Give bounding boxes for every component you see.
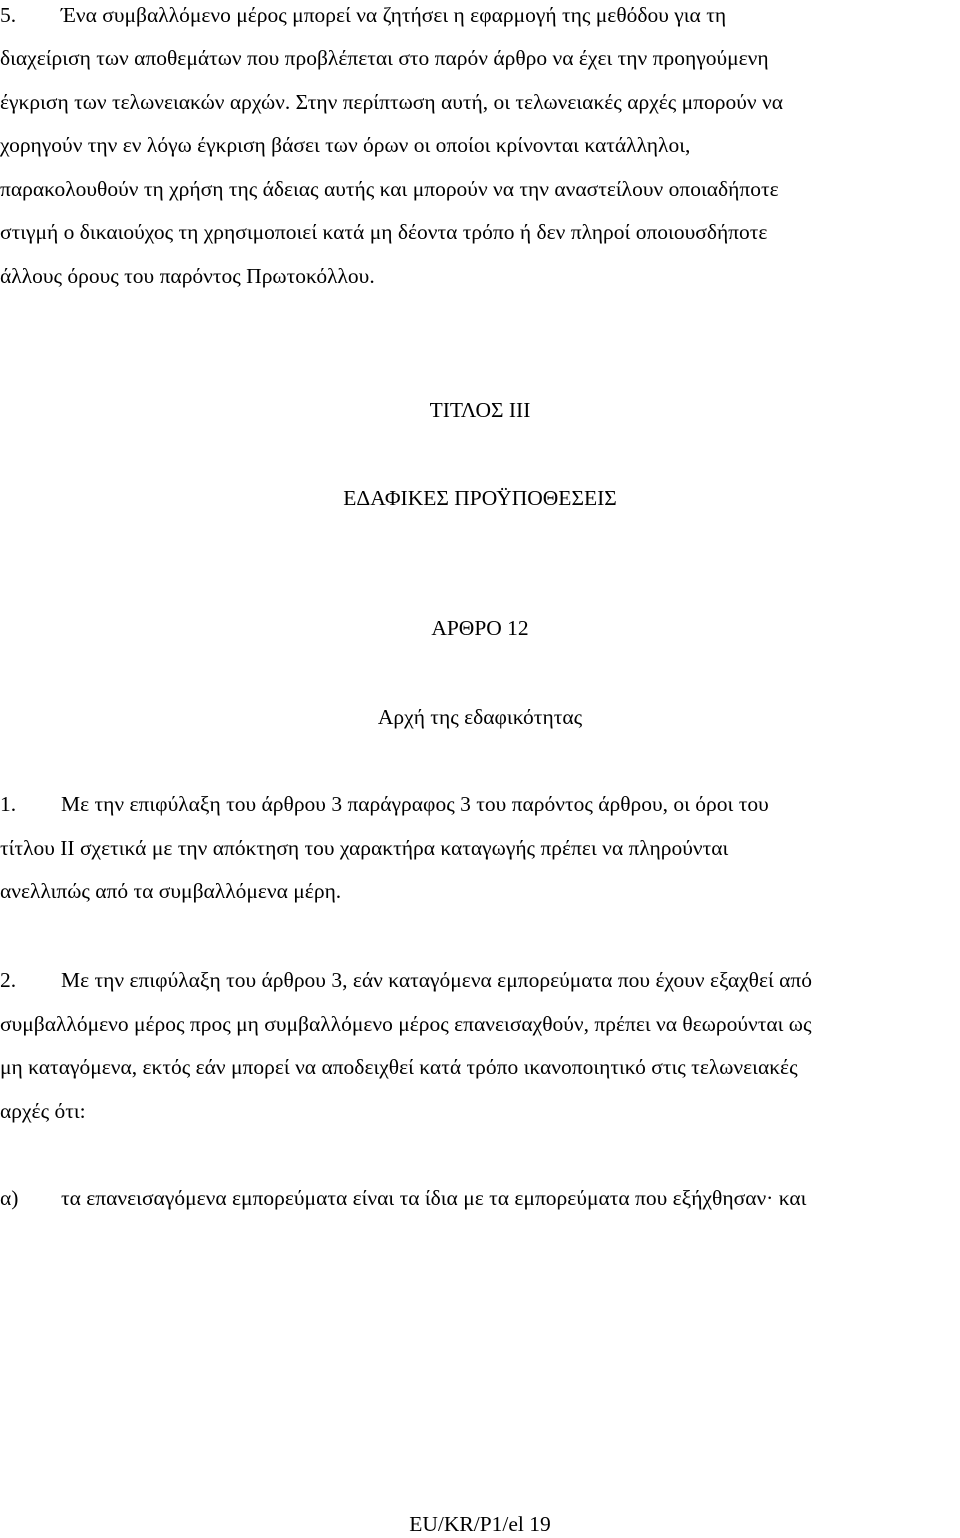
paragraph-line: τίτλου ΙΙ σχετικά με την απόκτηση του χαρακτήρα καταγωγής πρέπει να πληρούνται bbox=[0, 836, 729, 860]
paragraph-line: Ένα συμβαλλόμενο μέρος μπορεί να ζητήσει η εφαρμογή της μεθόδου για τη bbox=[61, 3, 727, 27]
title-heading: ΕΔΑΦΙΚΕΣ ΠΡΟΫΠΟΘΕΣΕΙΣ bbox=[343, 486, 617, 510]
paragraph-line: διαχείριση των αποθεμάτων που προβλέπεται στο παρόν άρθρο να έχει την προηγούμενη bbox=[0, 46, 769, 70]
paragraph-number: 5. bbox=[0, 3, 17, 27]
paragraph-line: χορηγούν την εν λόγω έγκριση βάσει των όρων οι οποίοι κρίνονται κατάλληλοι, bbox=[0, 133, 691, 157]
article-number: ΑΡΘΡΟ 12 bbox=[431, 616, 529, 640]
paragraph-line: παρακολουθούν τη χρήση της άδειας αυτής και μπορούν να την αναστείλουν οποιαδήποτε bbox=[0, 177, 779, 201]
paragraph-line: Με την επιφύλαξη του άρθρου 3 παράγραφος 3 του παρόντος άρθρου, οι όροι του bbox=[61, 792, 769, 816]
paragraph-line: αρχές ότι: bbox=[0, 1099, 86, 1123]
paragraph-line: ανελλιπώς από τα συμβαλλόμενα μέρη. bbox=[0, 879, 342, 903]
list-item-text: τα επανεισαγόμενα εμπορεύματα είναι τα ίδια με τα εμπορεύματα που εξήχθησαν· και bbox=[61, 1186, 807, 1210]
paragraph-line: μη καταγόμενα, εκτός εάν μπορεί να αποδειχθεί κατά τρόπο ικανοποιητικό στις τελωνειακές bbox=[0, 1055, 798, 1079]
title-number: ΤΙΤΛΟΣ ΙΙΙ bbox=[429, 398, 531, 422]
paragraph-line: στιγμή ο δικαιούχος τη χρησιμοποιεί κατά μη δέοντα τρόπο ή δεν πληροί οποιουσδήποτε bbox=[0, 220, 768, 244]
paragraph-line: άλλους όρους του παρόντος Πρωτοκόλλου. bbox=[0, 264, 375, 288]
article-heading: Αρχή της εδαφικότητας bbox=[377, 705, 583, 729]
page-footer-reference: EU/KR/P1/el 19 bbox=[409, 1512, 551, 1536]
paragraph-number: 2. bbox=[0, 968, 17, 992]
paragraph-line: έγκριση των τελωνειακών αρχών. Στην περίπτωση αυτή, οι τελωνειακές αρχές μπορούν να bbox=[0, 90, 783, 114]
list-item-label: α) bbox=[0, 1186, 19, 1210]
paragraph-number: 1. bbox=[0, 792, 17, 816]
paragraph-line: συμβαλλόμενο μέρος προς μη συμβαλλόμενο μέρος επανεισαχθούν, πρέπει να θεωρούνται ως bbox=[0, 1012, 812, 1036]
paragraph-line: Με την επιφύλαξη του άρθρου 3, εάν καταγόμενα εμπορεύματα που έχουν εξαχθεί από bbox=[61, 968, 813, 992]
